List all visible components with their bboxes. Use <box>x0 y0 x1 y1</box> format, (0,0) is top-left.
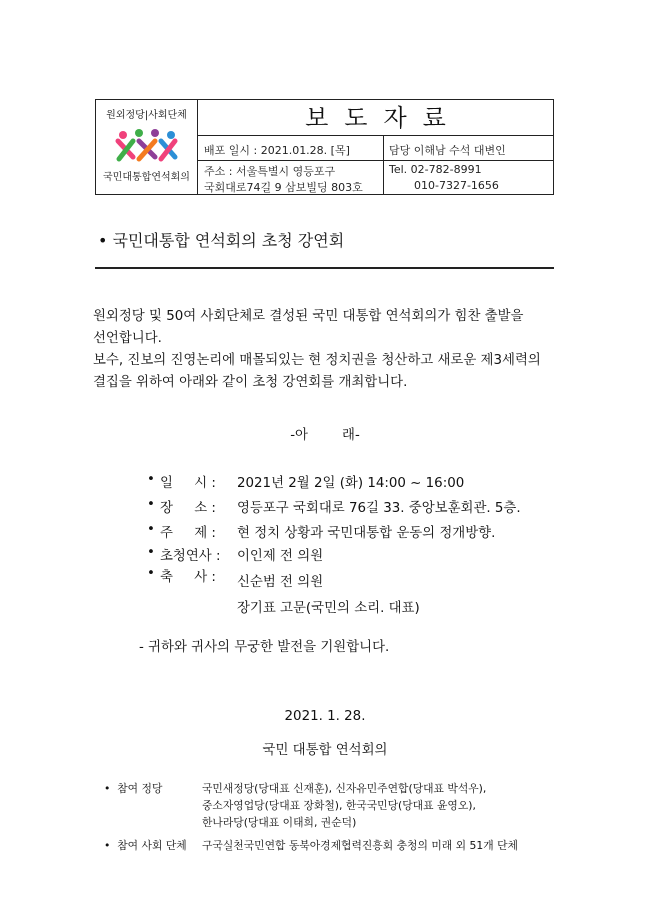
subject-heading: • 국민대통합 연석회의 초청 강연회 <box>98 231 345 250</box>
row-divider <box>198 160 553 161</box>
contact-person: 담당 이해남 수석 대변인 <box>389 144 506 157</box>
detail-value-time: 2021년 2월 2일 (화) 14:00 ~ 16:00 <box>237 476 465 491</box>
detail-bullet: • <box>147 566 155 581</box>
page-title: 보도자료 <box>198 100 553 136</box>
detail-value-place: 영등포구 국회대로 76길 33. 중앙보훈회관. 5층. <box>237 501 521 516</box>
body-line: 원외정당 및 50여 사회단체로 결성된 국민 대통합 연석회의가 힘찬 출발을 <box>93 309 524 324</box>
closing-message: - 귀하와 귀사의 무궁한 발전을 기원합니다. <box>139 640 390 655</box>
address-line-1: 주소 : 서울특별시 영등포구 <box>204 165 336 178</box>
detail-bullet: • <box>147 497 155 512</box>
detail-value-topic: 현 정치 상황과 국민대통합 운동의 정개방향. <box>237 526 496 541</box>
telephone: Tel. 02-782-8991 <box>389 163 482 176</box>
organization-panel <box>96 100 198 194</box>
signature: 국민 대통합 연석회의 <box>262 743 388 758</box>
body-line: 보수, 진보의 진영논리에 매몰되있는 현 정치권을 청산하고 새로운 제3세력의 <box>93 353 541 368</box>
parties-line: 중소자영업당(당대표 장화철), 한국국민당(당대표 윤영오), <box>202 799 476 812</box>
detail-label-topic: 주 제 : <box>160 526 216 541</box>
issue-date: 2021. 1. 28. <box>284 709 366 724</box>
detail-bullet: • <box>147 472 155 487</box>
logo-dot-2 <box>135 129 143 137</box>
detail-bullet: • <box>147 522 155 537</box>
organizations-label: • 참여 사회 단체 <box>104 839 187 852</box>
parties-label: • 참여 정당 <box>104 782 163 795</box>
detail-label-speaker: 초청연사 : <box>160 549 221 564</box>
header-box <box>95 99 554 195</box>
logo-dot-1 <box>119 131 127 139</box>
organization-name: 국민대통합연석회의 <box>103 172 190 183</box>
detail-value-speaker: 이인제 전 의원 <box>237 549 324 564</box>
logo-dot-4 <box>167 131 175 139</box>
detail-label-congratulation: 축 사 : <box>160 570 216 585</box>
organization-type: 원외정당|사회단체 <box>106 110 187 121</box>
detail-bullet: • <box>147 545 155 560</box>
organizations-list: 구국실천국민연합 동북아경제협력진흥회 충청의 미래 외 51개 단체 <box>202 839 518 852</box>
detail-value-extra: 장기표 고문(국민의 소리. 대표) <box>237 601 420 616</box>
body-line: 선언합니다. <box>93 331 162 346</box>
detail-label-place: 장 소 : <box>160 501 216 516</box>
detail-value-congratulation: 신순범 전 의원 <box>237 575 324 590</box>
notice-heading: -아 래- <box>290 428 360 443</box>
detail-label-time: 일 시 : <box>160 476 216 491</box>
distribution-date: 배포 일시 : 2021.01.28. [목] <box>204 144 350 157</box>
address-line-2: 국회대로74길 9 삼보빌딩 803호 <box>204 181 363 194</box>
logo-dot-3 <box>151 129 159 137</box>
body-line: 결집을 위하여 아래와 같이 초청 강연회를 개최합니다. <box>93 375 408 390</box>
parties-line: 국민새정당(당대표 신재훈), 신자유민주연합(당대표 박석우), <box>202 782 487 795</box>
mobile-phone: 010-7327-1656 <box>414 179 499 192</box>
organization-logo-icon <box>115 127 179 167</box>
column-divider <box>383 136 384 194</box>
body-text <box>93 306 563 394</box>
parties-line: 한나라당(당대표 이태희, 권순덕) <box>202 816 357 829</box>
subject-rule <box>95 267 554 269</box>
